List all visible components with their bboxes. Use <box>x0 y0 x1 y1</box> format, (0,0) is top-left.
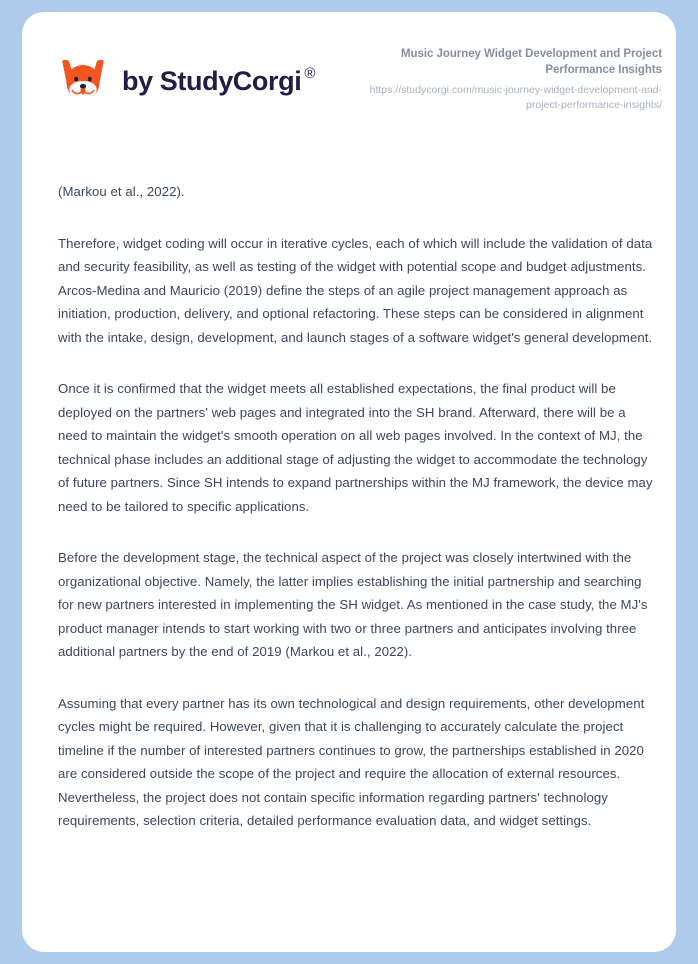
brand-wordmark <box>122 64 315 96</box>
paragraph: Before the development stage, the technical aspect of the project was closely intertwined with the organizational objective. Namely, the latter implies establishing the initial partnership and searching for new partners interested in implementing the SH widget. As mentioned in the case study, the MJ's product manager intends to start working with two or three partners and anticipates involving three additional partners by the end of 2019 (Markou et al., 2022). <box>58 550 648 659</box>
paragraph: (Markou et al., 2022). <box>58 184 185 199</box>
document-page <box>22 12 676 952</box>
corgi-face-icon <box>58 56 108 106</box>
page-title: Music Journey Widget Development and Project Performance Insights <box>401 48 662 76</box>
paragraph: Therefore, widget coding will occur in iterative cycles, each of which will include the validation of data and security feasibility, as well as testing of the widget with potential scope and budget adjustments. Arcos-Medina and Mauricio (2019) define the steps of an agile project management approach as initiation, production, delivery, and optional refactoring. These steps can be considered in alignment with the intake, design, development, and launch stages of a software widget's general development. <box>58 235 653 345</box>
document-content <box>58 180 654 833</box>
paragraph: Once it is confirmed that the widget meets all established expectations, the final product will be deployed on the partners' web pages and integrated into the SH brand. Afterward, there will be a need to maintain the widget's smooth operation on all web pages involved. In the context of MJ, the technical phase includes an additional stage of adjusting the widget to accommodate the technology of future partners. Since SH intends to expand partnerships within the MJ framework, the device may need to be tailored to specific applications. <box>58 381 653 514</box>
source-url[interactable]: https://studycorgi.com/music-journey-widget-development-and-project-performance-insights/ <box>369 84 662 112</box>
paragraph: Assuming that every partner has its own technological and design requirements, other development cycles might be required. However, given that it is challenging to accurately calculate the project timeline if the number of interested partners continues to grow, the partnerships established in 2020 are considered outside the scope of the project and require the allocation of external resources. Nevertheless, the project does not contain specific information regarding partners' technology requirements, selection criteria, detailed performance evaluation data, and widget settings. <box>58 695 645 828</box>
document-header <box>22 12 676 144</box>
brand-logo[interactable] <box>58 50 315 106</box>
document-meta <box>362 43 662 113</box>
brand-name: by StudyCorgi <box>122 65 302 96</box>
registered-trademark-icon: ® <box>304 64 315 82</box>
